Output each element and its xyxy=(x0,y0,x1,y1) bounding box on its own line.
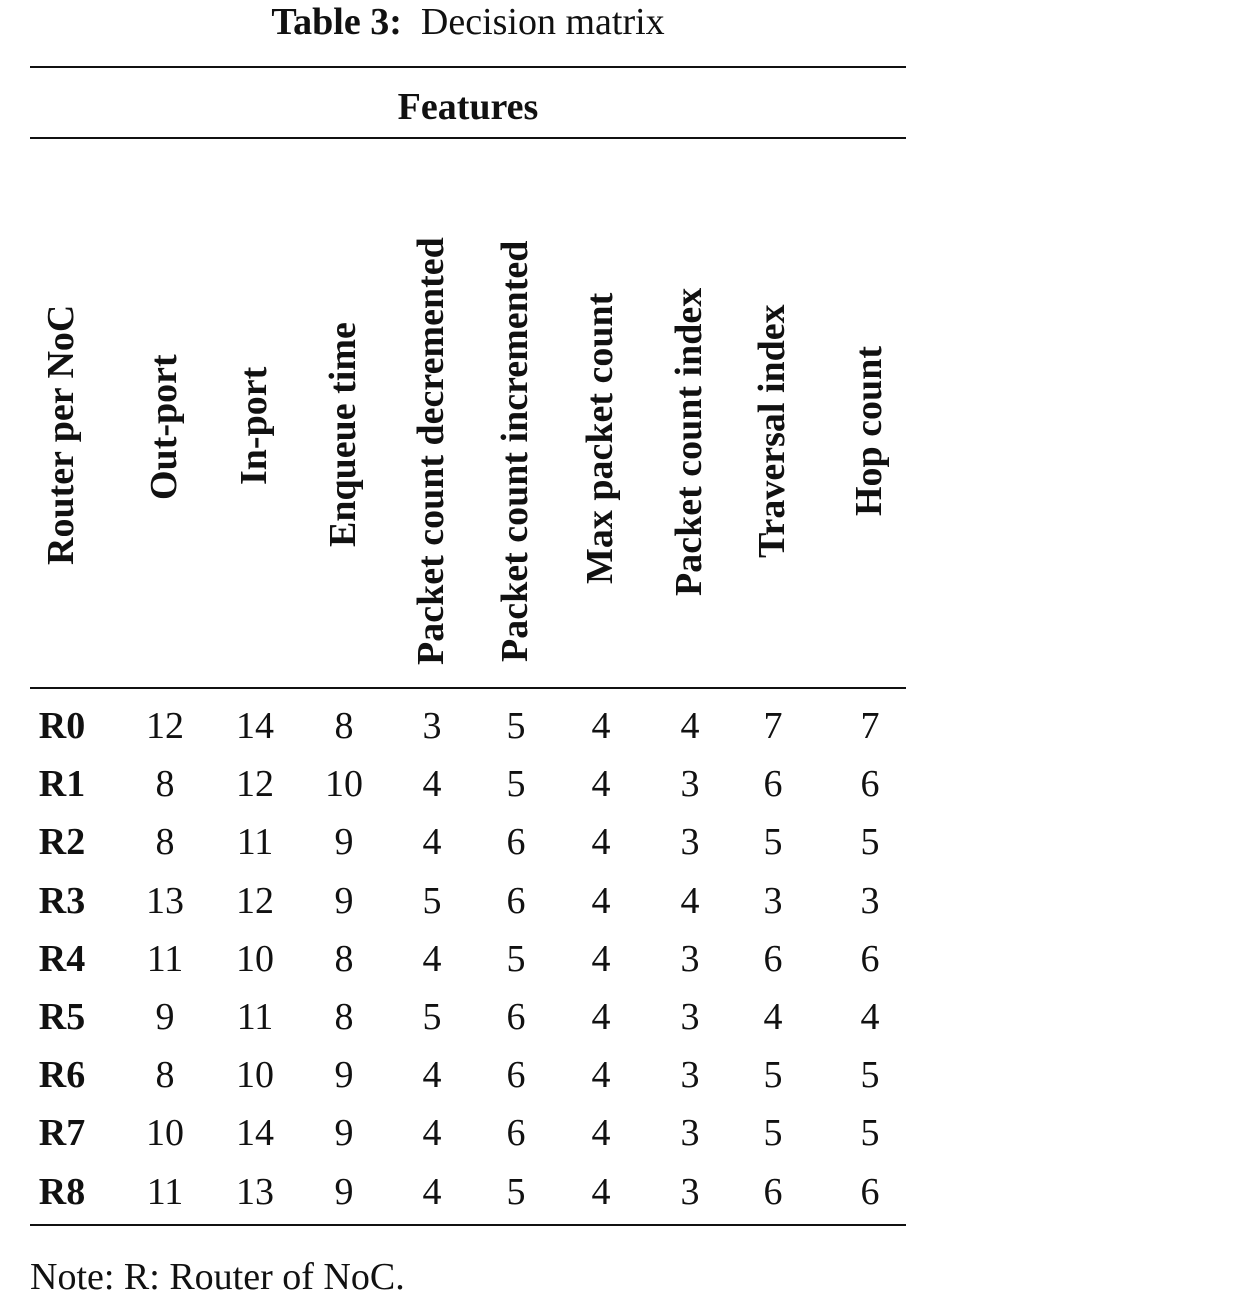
table-cell: 12 xyxy=(236,879,274,922)
table-cell: 3 xyxy=(680,996,700,1038)
table-cell: 3 xyxy=(680,1170,700,1213)
table-cell: 5 xyxy=(763,821,783,864)
table-cell: 5 xyxy=(506,763,526,806)
table-cell: 4 xyxy=(591,705,611,747)
table-cell: 3 xyxy=(763,879,783,922)
table-cell: 6 xyxy=(860,937,880,980)
table-cell: 4 xyxy=(591,821,611,864)
table-cell: 4 xyxy=(591,763,611,806)
table-cell: 14 xyxy=(236,705,274,747)
table-cell: 12 xyxy=(146,705,184,747)
table-cell: 5 xyxy=(860,1112,880,1155)
column-header-label: Packet count incremented xyxy=(494,240,536,662)
table-cell: 9 xyxy=(334,821,354,864)
table-row xyxy=(30,988,906,1046)
row-label: R2 xyxy=(38,821,86,864)
table-caption xyxy=(30,0,906,44)
table-cell: 6 xyxy=(506,879,526,922)
table-cell: 5 xyxy=(506,705,526,747)
row-label: R5 xyxy=(38,996,86,1038)
table-row xyxy=(30,697,906,755)
table-cell: 7 xyxy=(763,705,783,747)
table-cell: 10 xyxy=(236,1054,274,1097)
table-cell: 4 xyxy=(680,879,700,922)
column-header-label: Max packet count xyxy=(579,292,621,584)
column-header-label: Traversal index xyxy=(751,304,793,558)
row-label: R6 xyxy=(38,1054,86,1097)
table-caption-text: Decision matrix xyxy=(420,1,665,43)
column-header-label: Enqueue time xyxy=(322,322,364,547)
table-cell: 4 xyxy=(422,1112,442,1155)
table-cell: 6 xyxy=(763,763,783,806)
column-header-label: Hop count xyxy=(848,346,890,516)
table-cell: 3 xyxy=(680,1112,700,1155)
table-cell: 10 xyxy=(325,763,363,806)
table-row xyxy=(30,930,906,988)
table-cell: 11 xyxy=(236,821,274,864)
table-cell: 6 xyxy=(860,1170,880,1213)
table-cell: 4 xyxy=(591,937,611,980)
table-cell: 4 xyxy=(591,1054,611,1097)
table-cell: 6 xyxy=(860,763,880,806)
table-cell: 5 xyxy=(860,821,880,864)
table-cell: 6 xyxy=(506,996,526,1038)
table-cell: 9 xyxy=(155,996,175,1038)
table-cell: 5 xyxy=(763,1112,783,1155)
table-cell: 6 xyxy=(763,1170,783,1213)
table-cell: 4 xyxy=(422,1170,442,1213)
table-cell: 8 xyxy=(155,821,175,864)
table-cell: 8 xyxy=(155,763,175,806)
table-cell: 4 xyxy=(591,1112,611,1155)
table-row xyxy=(30,1104,906,1162)
table-note: Note: R: Router of NoC. xyxy=(30,1256,405,1298)
table-cell: 3 xyxy=(422,705,442,747)
column-header-label: In-port xyxy=(233,366,275,485)
table-cell: 10 xyxy=(146,1112,184,1155)
table-cell: 5 xyxy=(860,1054,880,1097)
table-row xyxy=(30,755,906,813)
bottom-rule xyxy=(30,1224,906,1226)
table-cell: 9 xyxy=(334,879,354,922)
table-cell: 13 xyxy=(236,1170,274,1213)
table-cell: 4 xyxy=(591,996,611,1038)
header-rule xyxy=(30,687,906,689)
column-header-label: Out-port xyxy=(143,354,185,500)
table-cell: 10 xyxy=(236,937,274,980)
row-label: R4 xyxy=(38,937,86,980)
table-cell: 3 xyxy=(680,763,700,806)
table-cell: 11 xyxy=(146,1170,184,1213)
table-cell: 5 xyxy=(506,937,526,980)
row-label: R3 xyxy=(38,879,86,922)
table-cell: 9 xyxy=(334,1112,354,1155)
table-cell: 6 xyxy=(506,1112,526,1155)
column-header-label: Router per NoC xyxy=(40,304,82,565)
table-cell: 8 xyxy=(334,996,354,1038)
top-rule xyxy=(30,66,906,68)
table-cell: 5 xyxy=(422,879,442,922)
table-cell: 3 xyxy=(680,937,700,980)
table-caption-label: Table 3: xyxy=(271,1,402,43)
row-label: R1 xyxy=(38,763,86,806)
table-cell: 7 xyxy=(860,705,880,747)
table-cell: 8 xyxy=(334,705,354,747)
table-cell: 9 xyxy=(334,1170,354,1213)
table-cell: 3 xyxy=(680,1054,700,1097)
group-header-rule xyxy=(30,137,906,139)
table-row xyxy=(30,872,906,930)
table-cell: 3 xyxy=(680,821,700,864)
table-cell: 4 xyxy=(680,705,700,747)
table-cell: 5 xyxy=(422,996,442,1038)
table-cell: 13 xyxy=(146,879,184,922)
table-cell: 14 xyxy=(236,1112,274,1155)
table-cell: 4 xyxy=(422,821,442,864)
table-cell: 4 xyxy=(422,1054,442,1097)
table-cell: 8 xyxy=(334,937,354,980)
table-row xyxy=(30,1046,906,1104)
table-cell: 4 xyxy=(422,763,442,806)
table-cell: 5 xyxy=(763,1054,783,1097)
table-cell: 11 xyxy=(146,937,184,980)
table-row xyxy=(30,813,906,871)
table-cell: 5 xyxy=(506,1170,526,1213)
row-label: R0 xyxy=(38,705,86,747)
row-label: R7 xyxy=(38,1112,86,1155)
table-cell: 4 xyxy=(422,937,442,980)
table-row xyxy=(30,1163,906,1221)
table-cell: 3 xyxy=(860,879,880,922)
table-cell: 6 xyxy=(506,821,526,864)
table-cell: 9 xyxy=(334,1054,354,1097)
table-cell: 11 xyxy=(236,996,274,1038)
table-cell: 6 xyxy=(763,937,783,980)
table-cell: 12 xyxy=(236,763,274,806)
row-label: R8 xyxy=(38,1170,86,1213)
column-header-label: Packet count decremented xyxy=(410,237,452,665)
features-group-header: Features xyxy=(397,86,539,128)
table-cell: 8 xyxy=(155,1054,175,1097)
column-header-label: Packet count index xyxy=(668,287,710,596)
table-cell: 4 xyxy=(763,996,783,1038)
table-cell: 4 xyxy=(591,1170,611,1213)
table-cell: 4 xyxy=(860,996,880,1038)
table-cell: 6 xyxy=(506,1054,526,1097)
table-cell: 4 xyxy=(591,879,611,922)
